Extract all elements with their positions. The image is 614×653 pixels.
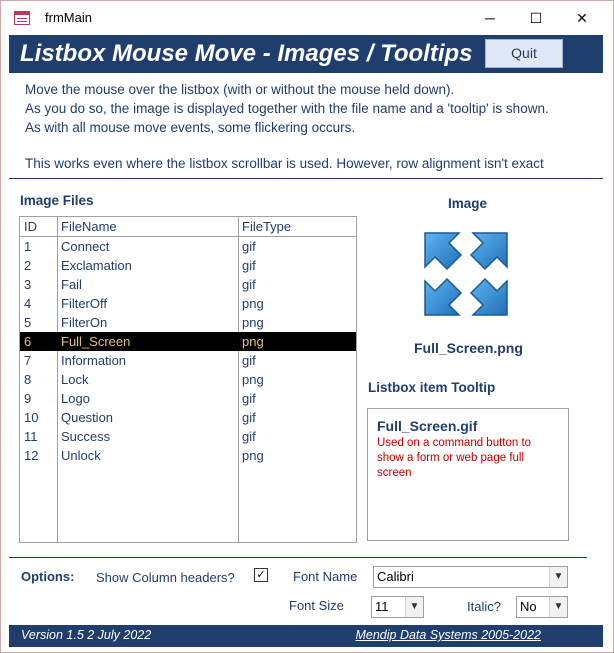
chevron-down-icon[interactable]: ▼: [549, 597, 567, 617]
list-item-filename: Information: [61, 353, 127, 368]
list-item[interactable]: [20, 408, 356, 427]
list-item-filename: Full_Screen: [61, 334, 131, 349]
column-header-row: [20, 217, 356, 236]
italic-combo[interactable]: [516, 596, 568, 618]
minimize-button[interactable]: ─: [485, 10, 495, 26]
quit-button[interactable]: Quit: [485, 39, 563, 68]
list-item-filetype: png: [242, 296, 264, 311]
footer-band: [9, 625, 603, 647]
list-item[interactable]: [20, 275, 356, 294]
list-item-filetype: gif: [242, 410, 256, 425]
list-item-id: 2: [24, 258, 32, 273]
intro-line-3: As with all mouse move events, some flickering occurs.: [25, 120, 356, 135]
list-item[interactable]: [20, 370, 356, 389]
list-item-id: 6: [24, 334, 32, 349]
image-file-name: Full_Screen.png: [414, 340, 523, 356]
list-item[interactable]: [20, 237, 356, 256]
window-title: frmMain: [45, 10, 92, 25]
show-headers-label: Show Column headers?: [96, 570, 235, 585]
intro-line-2: As you do so, the image is displayed together with the file name and a 'tooltip' is shown.: [25, 101, 549, 116]
list-item-id: 1: [24, 239, 32, 254]
show-headers-checkbox[interactable]: ✓: [254, 568, 268, 582]
list-item-filename: Exclamation: [61, 258, 132, 273]
list-item-id: 8: [24, 372, 32, 387]
image-files-listbox[interactable]: [19, 216, 357, 543]
close-button[interactable]: ✕: [576, 10, 588, 26]
title-bar: [1, 1, 613, 35]
column-header-filetype: FileType: [242, 219, 292, 234]
version-info: Version 1.5 2 July 2022: [21, 628, 152, 642]
column-header-id: ID: [24, 219, 37, 234]
list-item[interactable]: [20, 294, 356, 313]
list-item[interactable]: [20, 332, 356, 351]
list-item-filetype: gif: [242, 353, 256, 368]
list-item-filetype: gif: [242, 258, 256, 273]
list-item-filename: Connect: [61, 239, 110, 254]
list-item[interactable]: [20, 351, 356, 370]
list-item-filename: Lock: [61, 372, 89, 387]
divider-bottom: [9, 557, 587, 558]
list-item[interactable]: [20, 256, 356, 275]
list-item-filename: Question: [61, 410, 114, 425]
list-item-filetype: gif: [242, 277, 256, 292]
list-item-filename: Fail: [61, 277, 82, 292]
font-size-combo[interactable]: [371, 596, 424, 618]
font-size-label: Font Size: [289, 598, 344, 613]
list-item-filename: FilterOff: [61, 296, 107, 311]
list-item-id: 9: [24, 391, 32, 406]
list-item-filename: Unlock: [61, 448, 101, 463]
tooltip-box: [367, 408, 569, 541]
list-item-id: 4: [24, 296, 32, 311]
tooltip-title: Full_Screen.gif: [377, 418, 478, 434]
list-item-filetype: png: [242, 334, 264, 349]
list-item-id: 5: [24, 315, 32, 330]
form-heading: Listbox Mouse Move - Images / Tooltips: [20, 40, 473, 67]
image-files-label: Image Files: [20, 193, 94, 208]
list-item-id: 12: [24, 448, 39, 463]
list-item-filename: FilterOn: [61, 315, 108, 330]
font-name-combo[interactable]: [373, 566, 568, 588]
font-size-value: 11: [375, 599, 389, 614]
maximize-button[interactable]: ☐: [529, 10, 543, 26]
divider-top: [9, 178, 603, 179]
list-item-id: 3: [24, 277, 32, 292]
intro-line-4: This works even where the listbox scrollbar is used. However, row alignment isn't exact: [25, 156, 544, 171]
list-item[interactable]: [20, 389, 356, 408]
list-item[interactable]: [20, 313, 356, 332]
list-item-filetype: png: [242, 372, 264, 387]
list-item-filetype: gif: [242, 391, 256, 406]
company-link[interactable]: Mendip Data Systems 2005-2022: [355, 628, 541, 642]
intro-line-1: Move the mouse over the listbox (with or without the mouse held down).: [25, 82, 455, 97]
options-label: Options:: [21, 569, 75, 584]
list-item-id: 7: [24, 353, 32, 368]
list-item-filetype: gif: [242, 239, 256, 254]
italic-label: Italic?: [467, 599, 501, 614]
header-band: [9, 35, 603, 73]
chevron-down-icon[interactable]: ▼: [405, 597, 423, 617]
full-screen-arrows-icon: [421, 229, 511, 319]
list-item-filetype: png: [242, 448, 264, 463]
form-icon: [14, 11, 30, 25]
list-item-filename: Success: [61, 429, 111, 444]
list-item-id: 10: [24, 410, 39, 425]
column-header-filename: FileName: [61, 219, 117, 234]
tooltip-label: Listbox item Tooltip: [368, 380, 496, 395]
italic-value: No: [520, 599, 537, 614]
font-name-label: Font Name: [293, 569, 358, 584]
list-item-filename: Logo: [61, 391, 90, 406]
list-item[interactable]: [20, 446, 356, 465]
tooltip-body: Used on a command button to show a form or web page full screen: [377, 437, 532, 479]
chevron-down-icon[interactable]: ▼: [549, 567, 567, 587]
list-item-filetype: png: [242, 315, 264, 330]
list-item[interactable]: [20, 427, 356, 446]
image-label: Image: [448, 196, 488, 211]
font-name-value: Calibri: [377, 569, 414, 584]
list-item-id: 11: [24, 429, 38, 444]
list-item-filetype: gif: [242, 429, 256, 444]
